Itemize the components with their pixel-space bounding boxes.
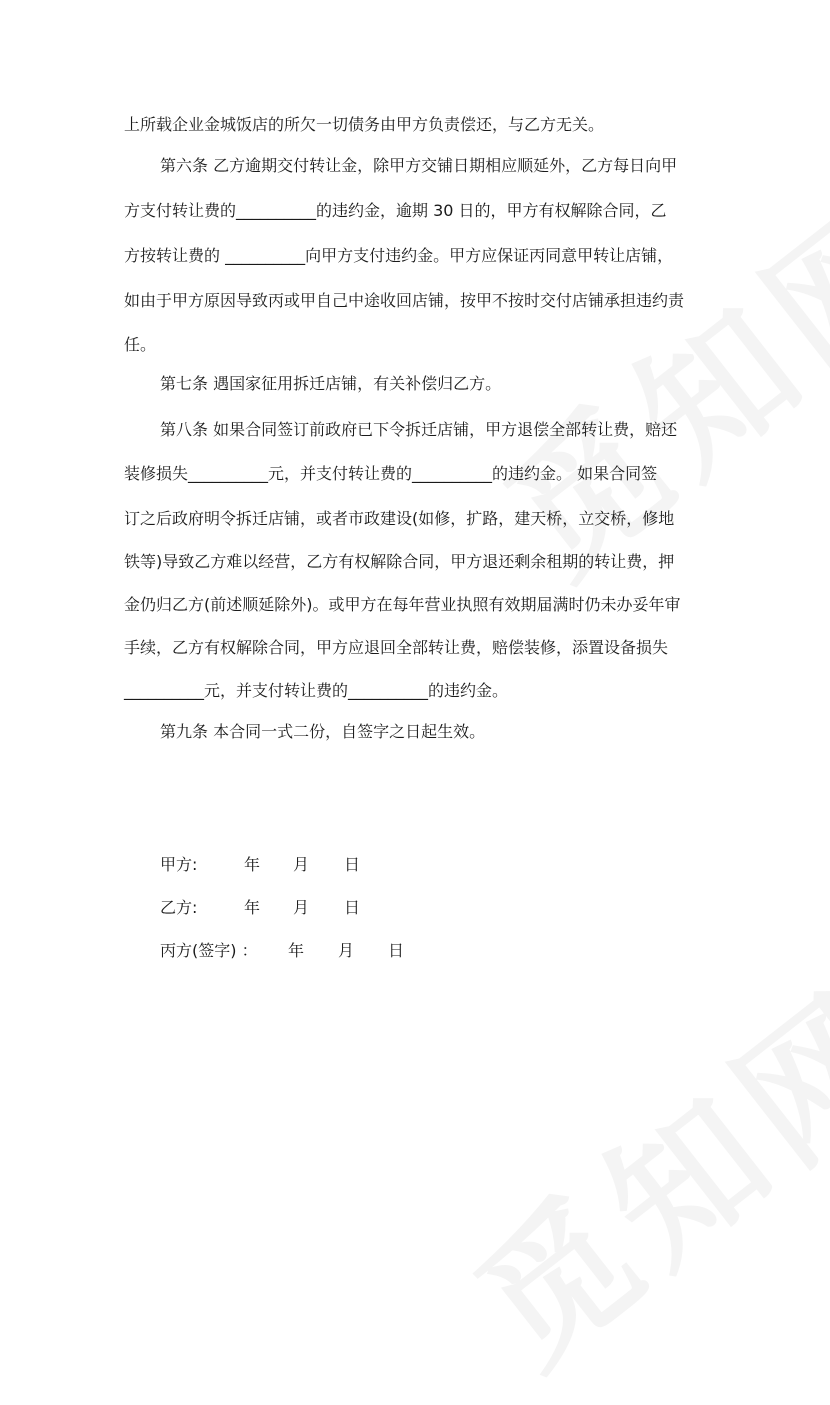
party-label: 甲方: bbox=[160, 855, 198, 874]
date-day: 日 bbox=[344, 855, 361, 874]
date-day: 日 bbox=[388, 941, 405, 960]
article-seven-line: 第七条 遇国家征用拆迁店铺，有关补偿归乙方。 bbox=[160, 374, 502, 393]
party-label: 丙方(签字) ： bbox=[160, 941, 258, 960]
signature-row-party-c bbox=[160, 940, 405, 962]
signature-row-party-b bbox=[160, 897, 361, 919]
paragraph-line: 金仍归乙方(前述顺延除外)。或甲方在每年营业执照有效期届满时仍未办妥年审 bbox=[124, 595, 681, 614]
paragraph-line: 订之后政府明令拆迁店铺，或者市政建设(如修，扩路，建天桥，立交桥，修地 bbox=[124, 509, 675, 528]
date-year: 年 bbox=[288, 941, 305, 960]
paragraph-line: __________元，并支付转让费的__________的违约金。 bbox=[124, 681, 509, 700]
paragraph-line: 手续，乙方有权解除合同，甲方应退回全部转让费，赔偿装修，添置设备损失 bbox=[124, 638, 669, 657]
paragraph-line: 装修损失__________元，并支付转让费的__________的违约金。 如果合同签 bbox=[124, 464, 658, 483]
date-year: 年 bbox=[244, 855, 261, 874]
paragraph-line: 方支付转让费的__________的违约金，逾期 30 日的，甲方有权解除合同，乙 bbox=[124, 201, 667, 220]
party-label: 乙方: bbox=[160, 898, 198, 917]
date-month: 月 bbox=[338, 941, 355, 960]
signature-row-party-a bbox=[160, 854, 361, 876]
date-month: 月 bbox=[293, 855, 310, 874]
watermark bbox=[426, 931, 830, 1404]
paragraph-line: 方按转让费的 __________向甲方支付违约金。甲方应保证丙同意甲转让店铺， bbox=[124, 246, 674, 265]
paragraph-line: 铁等)导致乙方难以经营，乙方有权解除合同，甲方退还剩余租期的转让费，押 bbox=[124, 552, 675, 571]
date-year: 年 bbox=[244, 898, 261, 917]
paragraph-line: 任。 bbox=[124, 335, 157, 354]
article-eight-heading-line: 第八条 如果合同签订前政府已下令拆迁店铺，甲方退偿全部转让费，赔还 bbox=[160, 420, 678, 439]
paragraph-line: 如由于甲方原因导致丙或甲自己中途收回店铺，按甲不按时交付店铺承担违约责 bbox=[124, 291, 685, 310]
article-nine-line: 第九条 本合同一式二份，自签字之日起生效。 bbox=[160, 722, 486, 741]
paragraph-line: 上所载企业金城饭店的所欠一切债务由甲方负责偿还，与乙方无关。 bbox=[124, 115, 605, 134]
date-day: 日 bbox=[344, 898, 361, 917]
article-six-heading-line: 第六条 乙方逾期交付转让金，除甲方交铺日期相应顺延外，乙方每日向甲 bbox=[160, 156, 678, 175]
date-month: 月 bbox=[293, 898, 310, 917]
